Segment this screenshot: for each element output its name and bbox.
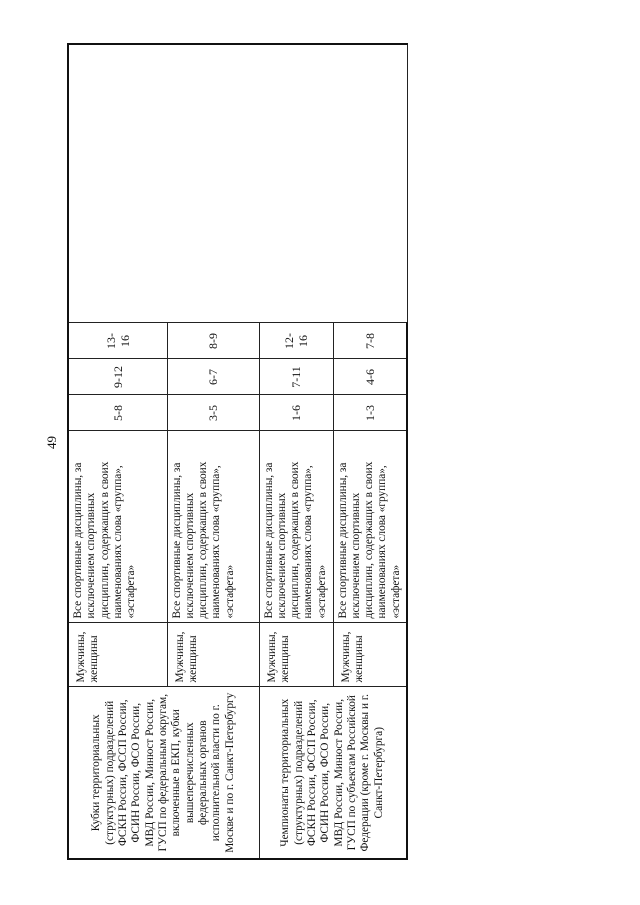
place-range-cell: 3-5	[167, 395, 259, 431]
place-range-cell: 4-6	[333, 359, 407, 395]
gender-cell: Мужчины, женщины	[333, 623, 407, 687]
competition-cell: Чемпионаты территориальных (структурных) подразделений ФСКН России, ФССП России, ФСИН России, ФСО России, МВД России, Минюст России, ГУСП по субъектам Российской Федерации (кроме г. Москвы и г. Санкт-Петербурга)	[259, 687, 407, 859]
discipline-cell: Все спортивные дисциплины, за исключением спортивных дисциплин, содержащих в своих наименованиях слова «группа», «эстафета»	[68, 431, 167, 623]
place-range-cell: 12-16	[259, 323, 333, 359]
place-range-cell: 5-8	[68, 395, 167, 431]
place-range-cell: 1-6	[259, 395, 333, 431]
gender-cell: Мужчины, женщины	[68, 623, 167, 687]
rotated-table-frame	[67, 45, 406, 860]
place-range-cell: 13-16	[68, 323, 167, 359]
place-range-cell: 6-7	[167, 359, 259, 395]
place-range-cell: 7-11	[259, 359, 333, 395]
gender-cell: Мужчины, женщины	[259, 623, 333, 687]
competition-cell: Кубки территориальных (структурных) подразделений ФСКН России, ФССП России, ФСИН России, ФСО России, МВД России, Минюст России, ГУСП по федеральным округам, включенные в ЕКП, кубки вышеперечисленных федеральных органов исполнительной власти по г. Москве и по г. Санкт-Петербургу	[68, 687, 259, 859]
empty-column	[68, 44, 407, 323]
discipline-cell: Все спортивные дисциплины, за исключением спортивных дисциплин, содержащих в своих наименованиях слова «группа», «эстафета»	[259, 431, 333, 623]
page-number: 49	[44, 436, 59, 449]
gender-cell: Мужчины, женщины	[167, 623, 259, 687]
place-range-cell: 9-12	[68, 359, 167, 395]
place-range-cell: 7-8	[333, 323, 407, 359]
discipline-cell: Все спортивные дисциплины, за исключением спортивных дисциплин, содержащих в своих наименованиях слова «группа», «эстафета»	[167, 431, 259, 623]
competition-table	[67, 43, 408, 860]
place-range-cell: 1-3	[333, 395, 407, 431]
table-row	[68, 44, 167, 859]
discipline-cell: Все спортивные дисциплины, за исключением спортивных дисциплин, содержащих в своих наименованиях слова «группа», «эстафета»	[333, 431, 407, 623]
place-range-cell: 8-9	[167, 323, 259, 359]
